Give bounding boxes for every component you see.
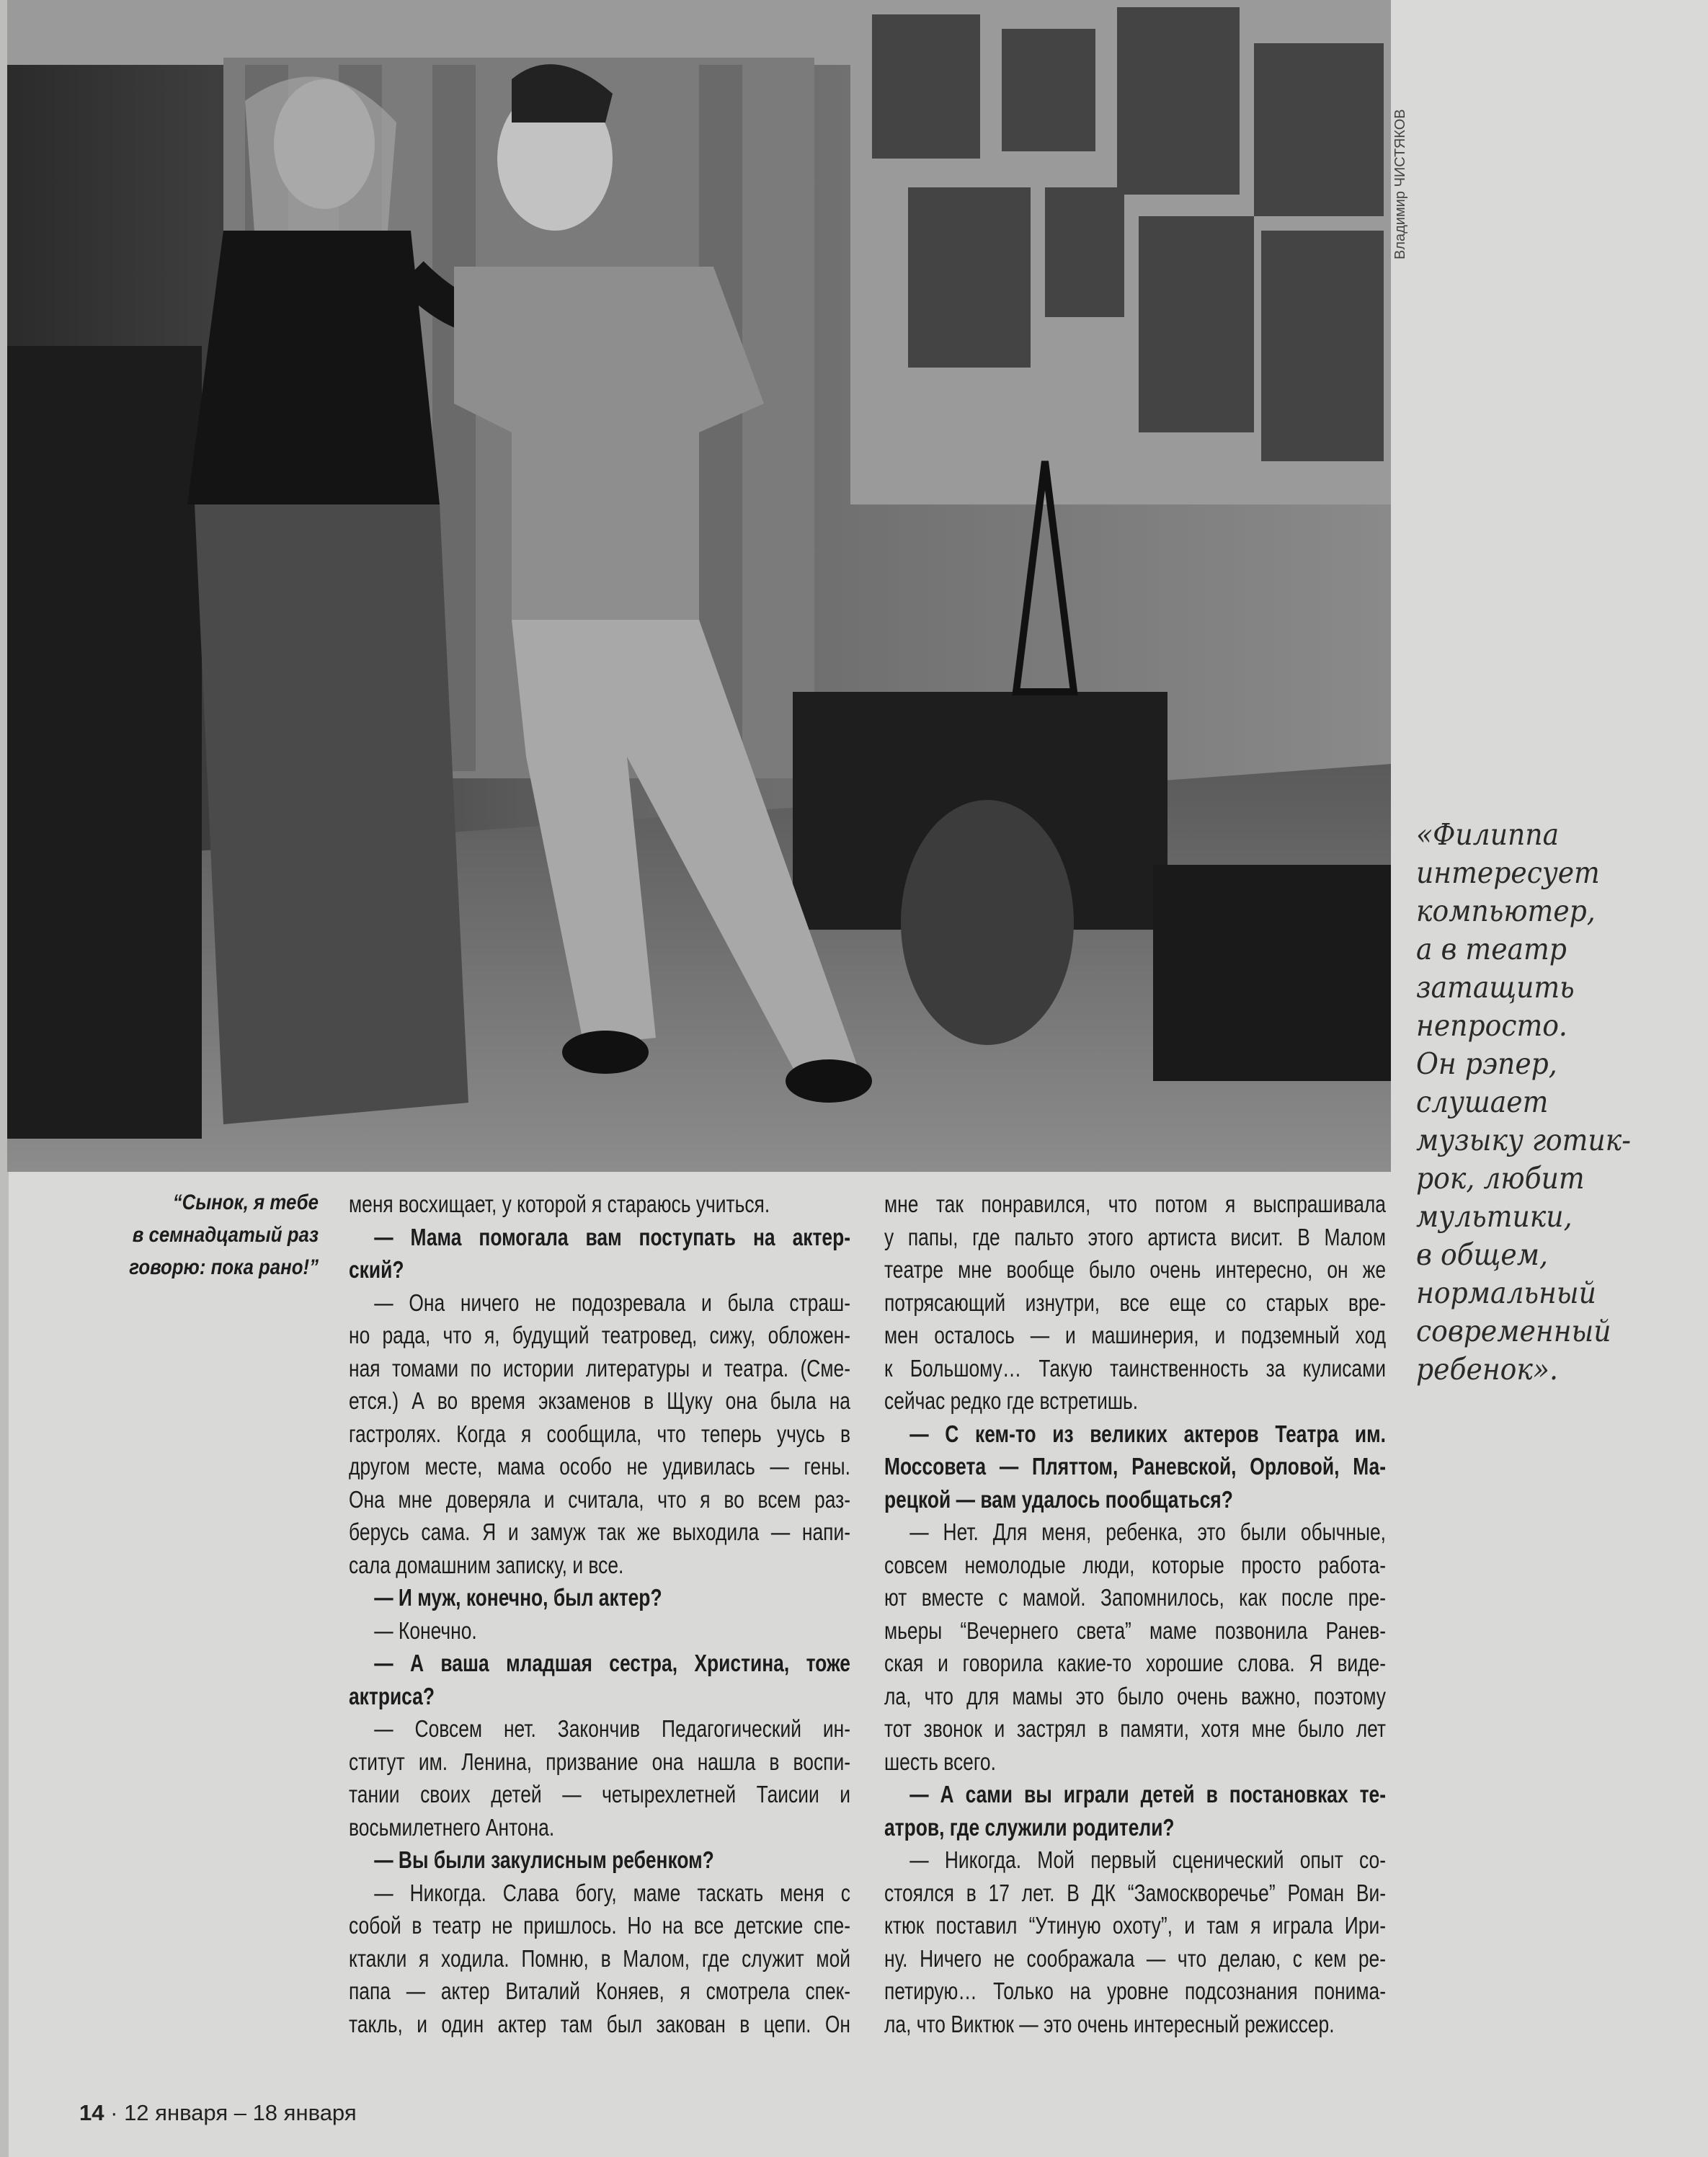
text-line: к Большому… Такую таинственность за кулисами [884, 1354, 1386, 1382]
text-line: совсем немолодые люди, которые просто работа- [884, 1551, 1386, 1578]
photo-caption [94, 1186, 319, 1284]
text-line: папа — актер Виталий Коняев, я смотрела спек- [349, 1978, 850, 2004]
text-line: ктакли я ходила. Помню, в Малом, где служит мой [349, 1944, 850, 1972]
pull-quote-line: слушает [1416, 1085, 1549, 1119]
text-line: ется.) А во время экзаменов в Щуку она была на [349, 1387, 850, 1414]
text-line: берусь сама. Я и замуж так же выходила — напи- [349, 1518, 850, 1545]
text-line: ют вместе с мамой. Запомнилось, как после пре- [884, 1584, 1386, 1611]
question-line: — А ваша младшая сестра, Христина, тоже [374, 1650, 850, 1676]
pull-quote-line: интересует [1416, 855, 1600, 890]
text-line: стоялся в 17 лет. В ДК “Замоскворечье” Роман Ви- [884, 1879, 1386, 1906]
text-line: ктюк поставил “Утиную охоту”, и там я играла Ири- [884, 1912, 1386, 1939]
text-line: — Никогда. Мой первый сценический опыт со- [909, 1846, 1386, 1873]
text-line: — Она ничего не подозревала и была страш- [374, 1289, 850, 1316]
page-footer [79, 2100, 357, 2126]
footer-separator: · [110, 2100, 118, 2125]
question-line: актриса? [349, 1682, 435, 1709]
text-line: сала домашним записку, и все. [349, 1551, 624, 1578]
pull-quote [1416, 816, 1654, 1389]
caption-line: говорю: пока рано!” [129, 1255, 319, 1279]
text-line: — Конечно. [374, 1616, 477, 1644]
question-line: — И муж, конечно, был актер? [374, 1584, 662, 1611]
text-line: театре мне вообще было очень интересно, он же [884, 1256, 1386, 1283]
text-line: у папы, где пальто этого артиста висит. В Малом [884, 1223, 1386, 1250]
text-line: тот звонок и застрял в памяти, хотя мне было лет [884, 1715, 1386, 1742]
question-line: атров, где служили родители? [884, 1813, 1175, 1841]
pull-quote-line: непросто. [1416, 1008, 1567, 1043]
text-line: ну. Ничего не соображала — что делаю, с кем ре- [884, 1944, 1386, 1972]
photo-credit: Владимир ЧИСТЯКОВ [1392, 109, 1408, 259]
issue-dates: 12 января – 18 января [124, 2100, 357, 2125]
text-line: ла, что Виктюк — это очень интересный режиссер. [884, 2010, 1335, 2037]
text-line: — Нет. Для меня, ребенка, это были обычные, [909, 1518, 1386, 1545]
text-line: мне так понравился, что потом я выспрашивала [884, 1191, 1386, 1217]
question-line: рецкой — вам удалось пообщаться? [884, 1485, 1233, 1513]
text-line: Она мне доверяла и считала, что я во всем раз- [349, 1485, 850, 1513]
text-line: ла, что для мамы это было очень важно, поэтому [884, 1682, 1386, 1709]
pull-quote-line: мультики, [1416, 1199, 1573, 1234]
text-line: мьеры “Вечернего света” маме позвонила Ранев- [884, 1616, 1386, 1644]
question-line: Моссовета — Пляттом, Раневской, Орловой, Ма- [884, 1453, 1386, 1480]
page-number: 14 [79, 2100, 104, 2125]
question-line: — Вы были закулисным ребенком? [374, 1846, 714, 1873]
pull-quote-line: затащить [1416, 970, 1575, 1005]
pull-quote-line: «Филиппа [1416, 817, 1560, 852]
text-line: гастролях. Когда я сообщила, что теперь учусь в [349, 1420, 850, 1447]
pull-quote-line: ребенок». [1416, 1352, 1558, 1387]
question-line: — А сами вы играли детей в постановках те- [909, 1781, 1386, 1807]
question-line: ский? [349, 1256, 404, 1283]
text-line: собой в театр не пришлось. Но на все детские спе- [349, 1912, 850, 1939]
article-column-2 [884, 1188, 1386, 2040]
text-line: но рада, что я, будущий театровед, сижу, обложен- [349, 1322, 850, 1348]
text-line: — Никогда. Слава богу, маме таскать меня с [374, 1879, 850, 1906]
text-line: петирую… Только на уровне подсознания понима- [884, 1978, 1386, 2004]
text-line: ститут им. Ленина, призвание она нашла в воспи- [349, 1748, 850, 1775]
pull-quote-line: компьютер, [1416, 894, 1596, 928]
text-line: ная томами по истории литературы и театра. (Сме- [349, 1354, 850, 1382]
text-line: такль, и один актер там был закован в цепи. Он [349, 2010, 850, 2037]
question-line: — Мама помогала вам поступать на актер- [374, 1223, 850, 1250]
pull-quote-line: Он рэпер, [1416, 1046, 1557, 1081]
text-line: ская и говорила какие-то хорошие слова. Я виде- [884, 1650, 1386, 1676]
caption-line: “Сынок, я тебе [172, 1191, 319, 1214]
text-line: восьмилетнего Антона. [349, 1813, 555, 1841]
text-line: потрясающий изнутри, все еще со старых вре- [884, 1289, 1386, 1316]
caption-line: в семнадцатый раз [132, 1223, 319, 1247]
text-line: — Совсем нет. Закончив Педагогический ин- [374, 1715, 850, 1742]
article-photo [7, 0, 1391, 1172]
text-line: сейчас редко где встретишь. [884, 1387, 1139, 1414]
pull-quote-line: нормальный [1416, 1276, 1596, 1310]
text-line: шесть всего. [884, 1748, 996, 1775]
text-line: другом месте, мама особо не удивилась — гены. [349, 1453, 850, 1480]
article-column-1 [349, 1188, 850, 2040]
text-line: тании своих детей — четырехлетней Таисии и [349, 1781, 850, 1807]
pull-quote-line: в общем, [1416, 1237, 1549, 1272]
pull-quote-line: музыку готик- [1416, 1123, 1631, 1157]
question-line: — С кем-то из великих актеров Театра им. [909, 1420, 1386, 1447]
pull-quote-line: рок, любит [1416, 1161, 1585, 1196]
pull-quote-line: а в театр [1416, 932, 1567, 966]
pull-quote-line: современный [1416, 1314, 1611, 1348]
text-line: мен осталось — и машинерия, и подземный ход [884, 1322, 1386, 1348]
text-line: меня восхищает, у которой я стараюсь учиться. [349, 1191, 770, 1217]
